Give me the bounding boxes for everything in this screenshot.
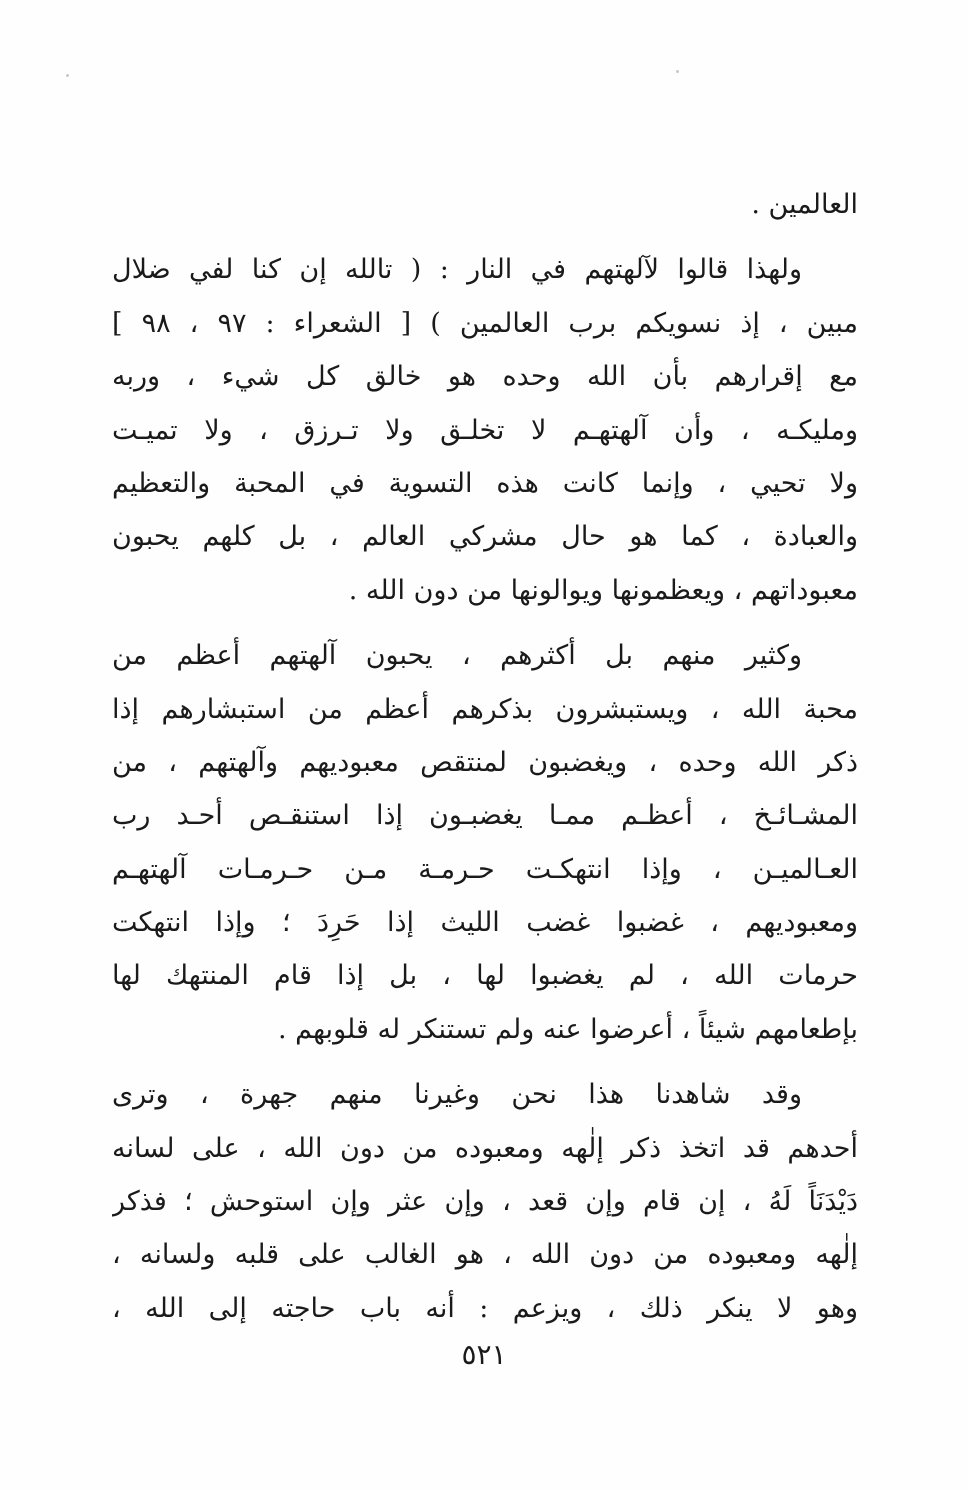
text-line: العالمين . [751, 189, 858, 220]
text-line: محبة الله ، ويستبشرون بذكرهم أعظم من استبشارهم إذا [112, 693, 858, 725]
paragraph-3 [112, 629, 858, 1056]
text-line: ذكر الله وحده ، ويغضبون لمنتقص معبوديهم وآلهتهم ، من [112, 746, 858, 778]
text-line: وقد شاهدنا هذا نحن وغيرنا منهم جهرة ، وترى [112, 1079, 802, 1111]
paragraph-2 [112, 243, 858, 617]
text-line: ولهذا قالوا لآلهتهم في النار : ( تالله إن كنا لفي ضلال [112, 254, 802, 286]
paragraph-1 [112, 178, 858, 231]
text-line: مبين ، إذ نسويكم برب العالمين ) [ الشعراء : ٩٧ ، ٩٨ ] [112, 307, 858, 339]
text-line: حرمات الله ، لم يغضبوا لها ، بل إذا قام المنتهك لها [112, 960, 858, 992]
text-line: المشـائـخ ، أعظـم ممـا يغضبـون إذا استنقـص أحـد رب [112, 800, 858, 832]
text-line: ومليكـه ، وأن آلهتهـم لا تخلـق ولا تـرزق ، ولا تميـت [112, 414, 858, 446]
text-line: أحدهم قد اتخذ ذكر إلٰهه ومعبوده من دون الله ، على لسانه [112, 1132, 858, 1164]
text-line: ومعبوديهم ، غضبوا غضب الليث إذا حَرِدَ ؛ وإذا انتهكت [112, 907, 858, 939]
text-line: معبوداتهم ، ويعظمونها ويوالونها من دون الله . [348, 574, 858, 606]
page-number: ٥٢١ [461, 1338, 507, 1371]
text-line: والعبادة ، كما هو حال مشركي العالم ، بل كلهم يحبون [112, 521, 858, 553]
text-line: مع إقرارهم بأن الله وحده هو خالق كل شيء ، وربه [112, 361, 858, 393]
text-line: وهو لا ينكر ذلك ، ويزعم : أنه باب حاجته إلى الله ، [112, 1292, 858, 1324]
body-text [112, 178, 858, 1335]
scan-speck [676, 70, 679, 73]
scan-speck [66, 74, 69, 77]
text-line: إلٰهه ومعبوده من دون الله ، هو الغالب على قلبه ولسانه ، [112, 1239, 858, 1271]
paragraph-4 [112, 1068, 858, 1335]
text-line: ولا تحيي ، وإنما كانت هذه التسوية في المحبة والتعظيم [112, 467, 858, 499]
text-line: العـالميـن ، وإذا انتهكـت حـرمـة مـن حـرمـات آلهتهـم [112, 853, 858, 885]
text-line: دَيْدَنَاً لَهُ ، إن قام وإن قعد ، وإن عثر وإن استوحش ؛ فذكر [112, 1186, 858, 1218]
text-line: بإطعامهم شيئاً ، أعرضوا عنه ولم تستنكر له قلوبهم . [277, 1013, 858, 1045]
text-line: وكثير منهم بل أكثرهم ، يحبون آلهتهم أعظم من [112, 640, 802, 672]
